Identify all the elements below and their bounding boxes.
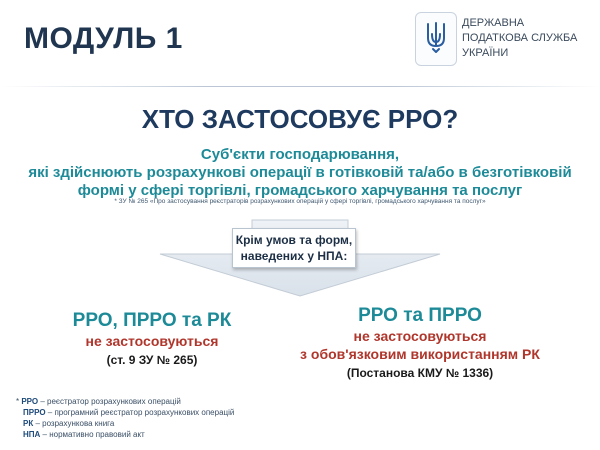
abbr-desc: – розрахункова книга	[33, 419, 115, 428]
subjects-line: які здійснюють розрахункові операції в готівковій та/або в безготівковій	[28, 164, 572, 181]
abbr-prefix: *	[16, 397, 22, 406]
abbreviation-row	[16, 396, 316, 407]
header-divider	[0, 86, 600, 87]
org-name-line: ДЕРЖАВНА	[462, 17, 525, 29]
org-name-line: ПОДАТКОВА СЛУЖБА	[462, 32, 578, 44]
abbreviation-row	[16, 407, 316, 418]
npa-condition-box	[232, 228, 356, 268]
law-footnote: * ЗУ № 265 «Про застосування реєстраторів розрахункових операцій у сфері торгівлі, громадського харчування та послуг»	[114, 198, 486, 205]
abbr-desc: – програмний реєстратор розрахункових операцій	[45, 408, 235, 417]
abbr-key: НПА	[23, 430, 41, 439]
org-name-line: УКРАЇНИ	[462, 47, 509, 59]
org-name	[462, 16, 597, 61]
left-status: не застосовуються	[85, 333, 219, 349]
left-reference: (ст. 9 ЗУ № 265)	[106, 353, 198, 367]
abbreviation-row	[16, 429, 316, 440]
subjects-line: Суб'єкти господарювання,	[200, 146, 400, 163]
npa-line: Крім умов та форм,	[235, 233, 353, 247]
dps-logo	[415, 12, 595, 72]
left-column	[52, 310, 252, 367]
right-column	[290, 305, 550, 380]
right-status-line: не застосовуються	[353, 328, 487, 344]
abbr-desc: – реєстратор розрахункових операцій	[38, 397, 181, 406]
abbr-key: РК	[23, 419, 34, 428]
subjects-description	[20, 146, 580, 200]
trident-icon	[425, 20, 447, 59]
abbr-key: ПРРО	[23, 408, 46, 417]
abbreviations-legend	[16, 396, 316, 440]
npa-line: наведених у НПА:	[240, 249, 348, 263]
right-status-line: з обов'язковим використанням РК	[300, 346, 540, 362]
module-title: МОДУЛЬ 1	[24, 22, 183, 55]
left-title: РРО, ПРРО та РК	[72, 310, 232, 331]
subjects-line: формі у сфері торгівлі, громадського харчування та послуг	[77, 182, 523, 199]
abbr-key: РРО	[21, 397, 39, 406]
right-title: РРО та ПРРО	[358, 305, 482, 326]
logo-emblem	[415, 12, 457, 66]
abbr-desc: – нормативно правовий акт	[40, 430, 145, 439]
right-reference: (Постанова КМУ № 1336)	[346, 366, 494, 380]
abbreviation-row	[16, 418, 316, 429]
main-question: ХТО ЗАСТОСОВУЄ РРО?	[141, 104, 459, 134]
